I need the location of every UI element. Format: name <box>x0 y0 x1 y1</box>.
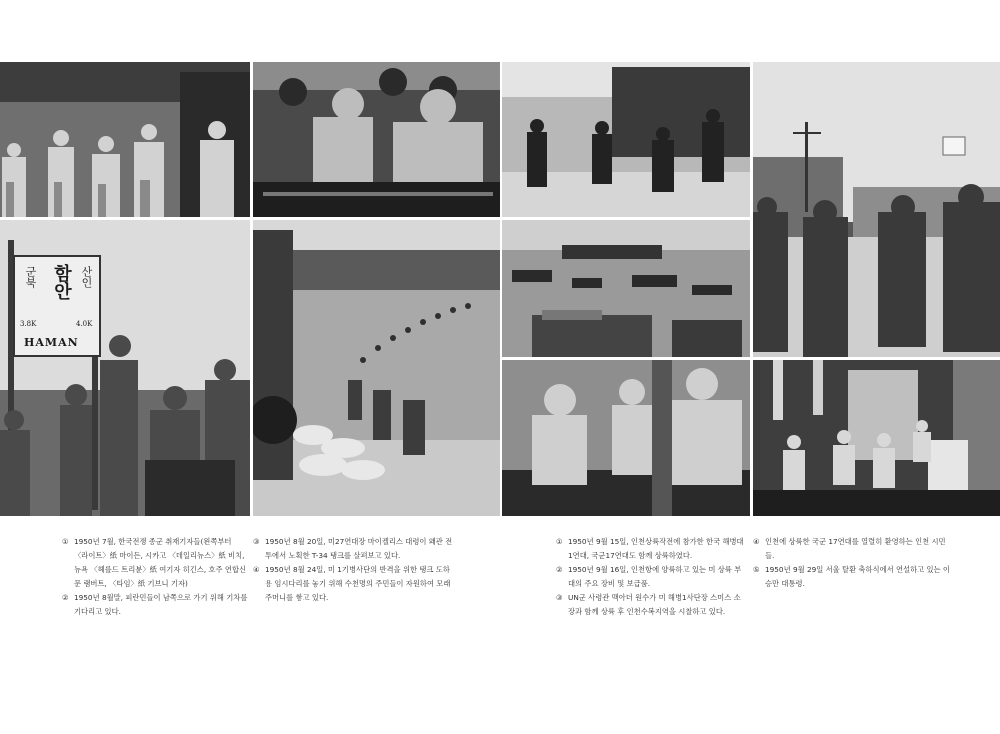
station-sign-left-distance: 3.8K <box>20 320 37 328</box>
station-sign-latin: HAMAN <box>24 336 79 349</box>
photo-sandbag-bridge <box>253 220 500 516</box>
caption-item: ③ UN군 사령관 맥아더 원수가 미 해병1사단장 스미스 소장과 함께 상륙 후 인천수복지역을 시찰하고 있다. <box>556 593 741 616</box>
station-sign-name: 함안 <box>51 264 72 300</box>
photo-inchon-marines-landing <box>502 62 750 217</box>
caption-item: ④ 인천에 상륙한 국군 17연대를 열렬히 환영하는 인천 시민들. <box>753 537 946 560</box>
caption-item: ④ 1950년 8월 24일, 미 1기병사단의 반격을 위한 탱크 도하용 임시다리를 놓기 위해 수천명의 주민들이 자원하여 모래주머니를 쌓고 있다. <box>253 565 451 602</box>
photo-war-correspondents <box>0 62 250 217</box>
photo-t34-tank-inspection <box>253 62 500 217</box>
caption-item: ② 1950년 8월말, 피란민들이 남쪽으로 가기 위해 기차를 기다리고 있다. <box>62 593 248 616</box>
station-sign-right: 산인 <box>80 266 93 288</box>
caption-item: ① 1950년 7월, 한국전쟁 종군 취재기자들(왼쪽부터 〈라이트〉紙 마이든, 시카고 〈데일리뉴스〉紙 비치, 뉴욕 〈헤를드 트리뷴〉紙 여기자 히긴스, 호주 연합신문 램버트, 〈타임〉紙 기브니 기자) <box>62 537 247 588</box>
photo-macarthur-jeep <box>502 360 750 516</box>
station-sign <box>14 256 100 356</box>
caption-column-1 <box>62 535 248 619</box>
caption-item: ⑤ 1950년 9월 29일 서울 탈환 축하식에서 연설하고 있는 이승만 대통령. <box>753 565 950 588</box>
photo-inchon-harbor-supplies <box>502 220 750 357</box>
caption-column-2 <box>253 535 453 605</box>
caption-item: ① 1950년 9월 15일, 인천상륙작전에 참가한 한국 해병대 1연대, 국군17연대도 함께 상륙하였다. <box>556 537 744 560</box>
photo-haman-station-refugees <box>0 220 250 516</box>
photo-syngman-rhee-speech <box>753 360 1000 516</box>
photo-inchon-citizens-welcome <box>753 62 1000 357</box>
station-sign-left: 군북 <box>24 266 37 288</box>
caption-column-3 <box>556 535 746 619</box>
caption-column-4 <box>753 535 953 591</box>
caption-item: ② 1950년 9월 16일, 인천항에 양륙하고 있는 미 상륙 부대의 주요 장비 및 보급품. <box>556 565 742 588</box>
station-sign-right-distance: 4.0K <box>76 320 93 328</box>
caption-item: ③ 1950년 8월 20일, 미27연대장 마이켈리스 대령이 왜관 전투에서 노획한 T-34 탱크를 살펴보고 있다. <box>253 537 453 560</box>
